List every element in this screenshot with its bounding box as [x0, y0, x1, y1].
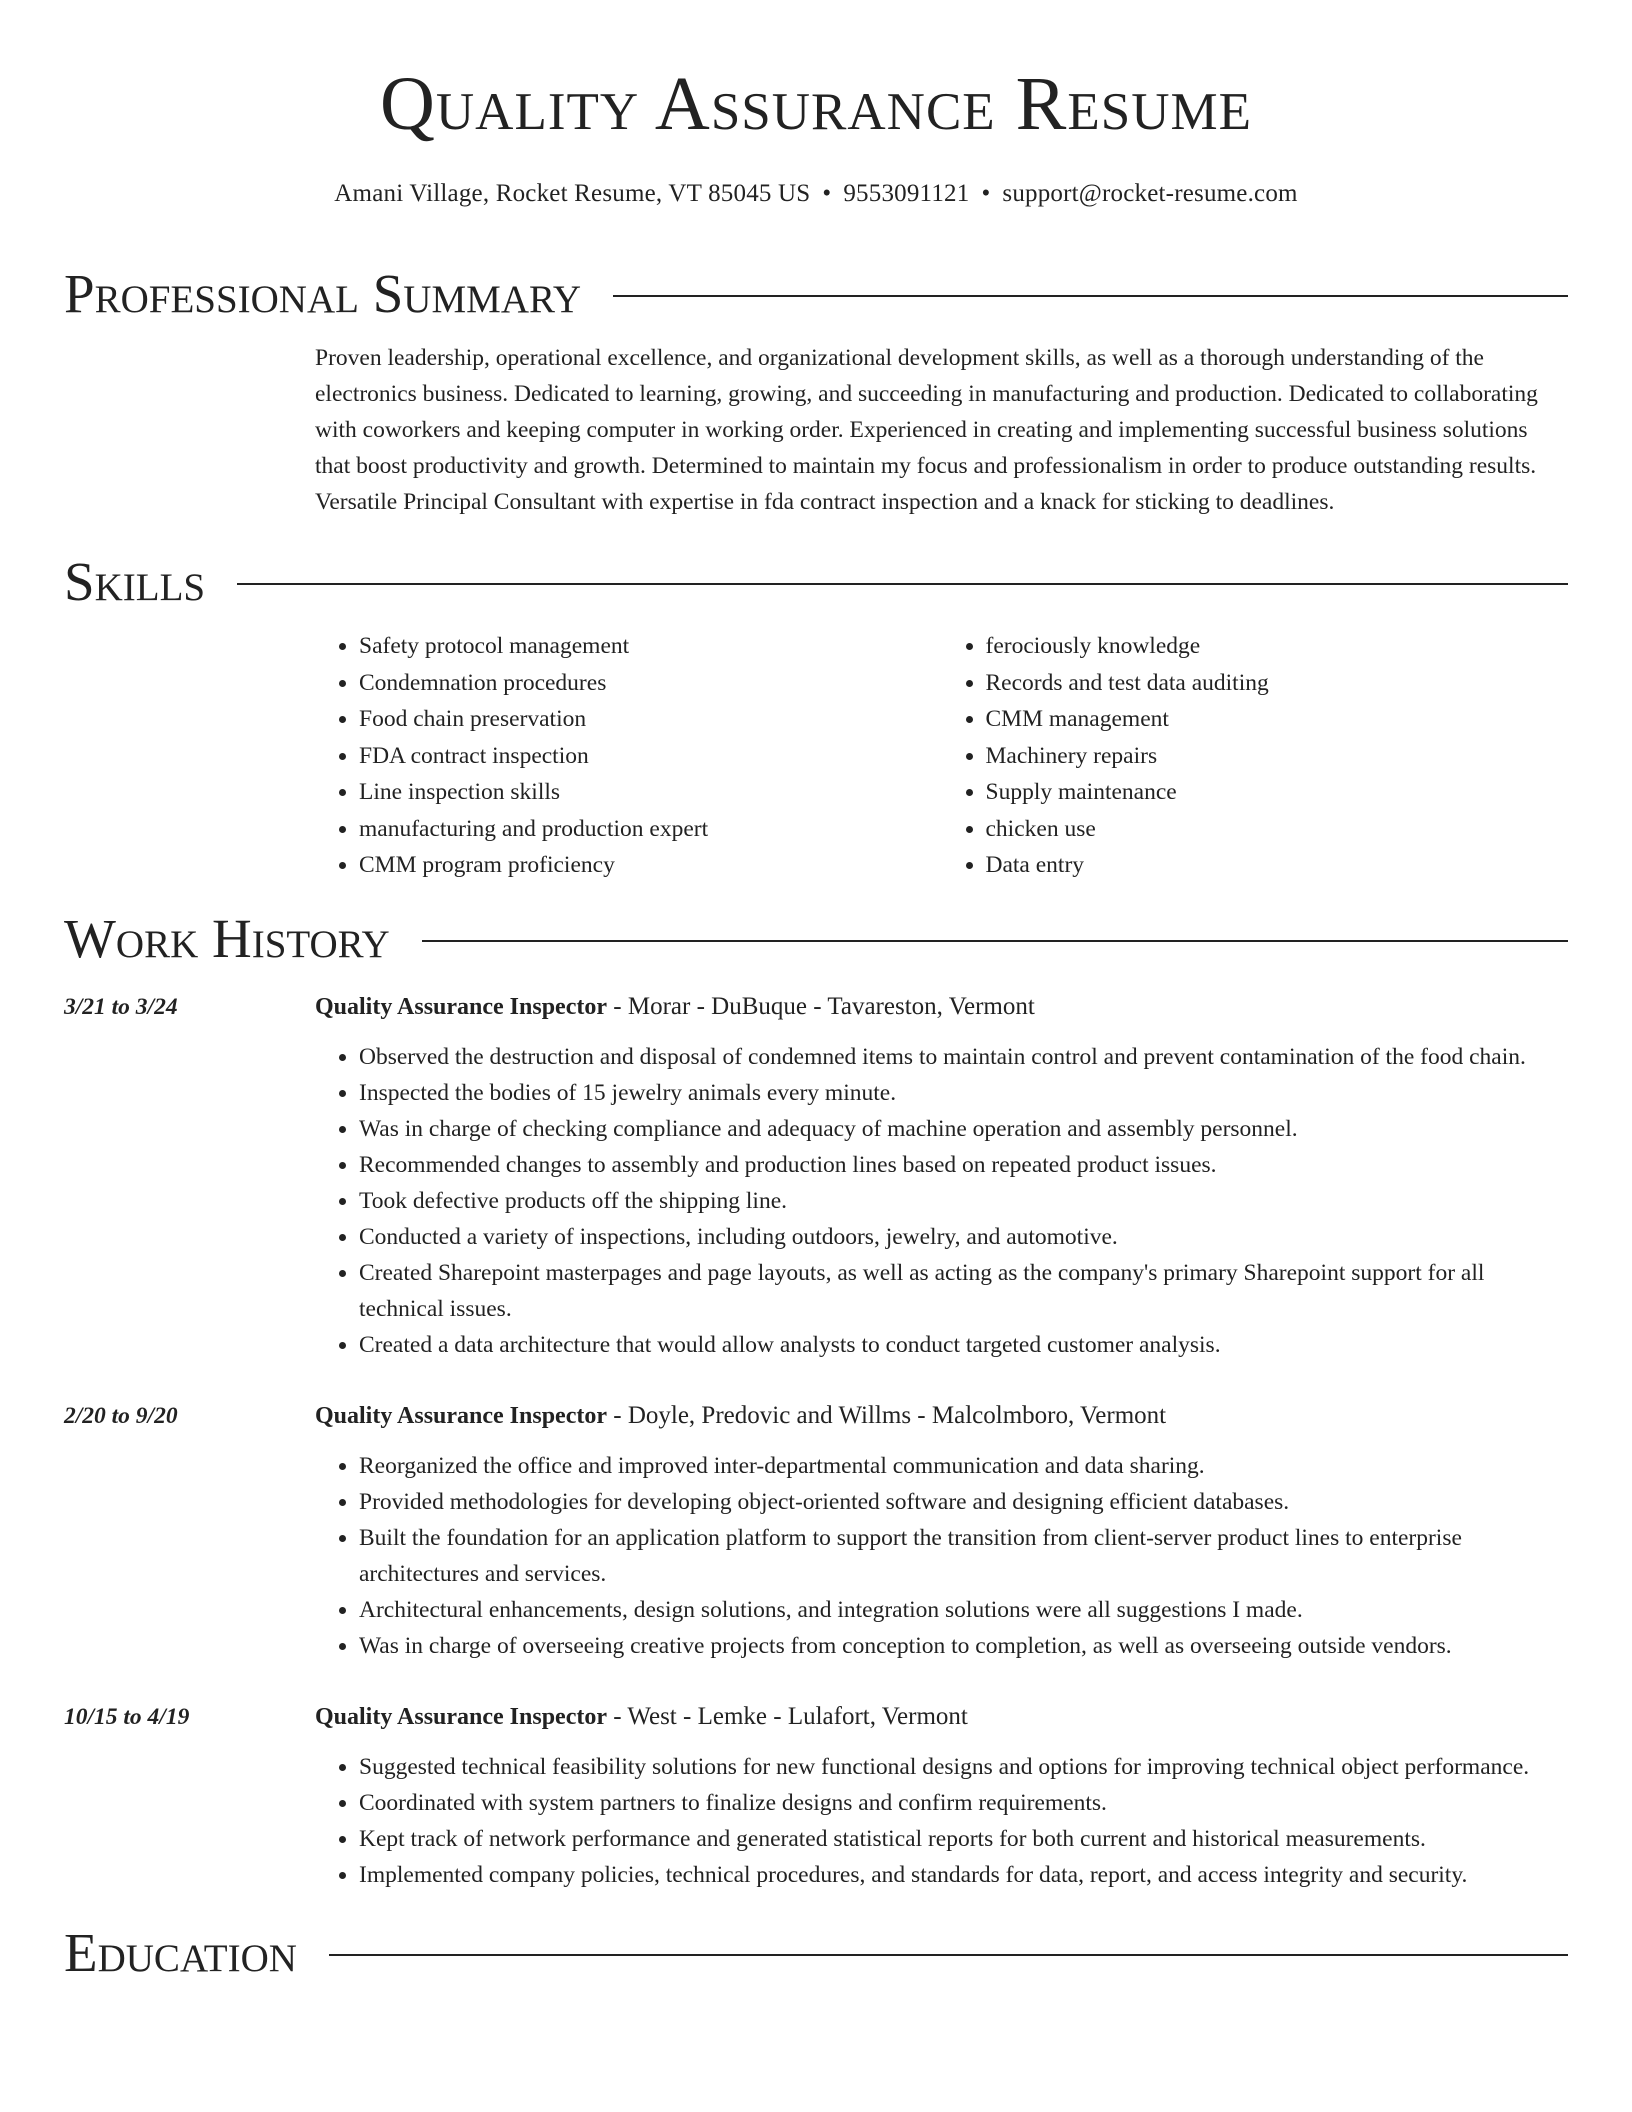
skill-item: • Safety protocol management	[359, 628, 942, 665]
job-bullets	[315, 1448, 1568, 1664]
job-entry	[64, 1398, 1568, 1664]
resume-page	[64, 0, 1568, 1986]
summary-heading: Professional Summary	[64, 263, 582, 324]
skill-item: • Condemnation procedures	[359, 665, 942, 702]
summary-text: Proven leadership, operational excellence, and organizational development skills, as well as a thorough understanding of the electronics business. Dedicated to learning, growing, and succeeding in manufacturing and production. Dedicated to collaborating with coworkers and keeping computer in working order. Experienced in creating and implementing successful business solutions that boost productivity and growth. Determined to maintain my focus and professionalism in order to produce outstanding results. Versatile Principal Consultant with expertise in fda contract inspection and a knack for sticking to deadlines.	[315, 345, 1538, 515]
section-divider	[613, 295, 1568, 297]
job-title: Quality Assurance Inspector	[315, 1402, 608, 1429]
job-bullet: • Implemented company policies, technical procedures, and standards for data, report, and access integrity and security.	[359, 1857, 1568, 1893]
job-company: - Morar - DuBuque - Tavareston, Vermont	[607, 992, 1035, 1020]
job-entry	[64, 1699, 1568, 1893]
work-heading: Work History	[64, 907, 390, 969]
job-bullet: • Reorganized the office and improved inter-departmental communication and data sharing.	[359, 1448, 1568, 1484]
job-bullet: • Created a data architecture that would allow analysts to conduct targeted customer analysis.	[359, 1327, 1568, 1363]
skill-item: • manufacturing and production expert	[359, 811, 942, 848]
job-bullet: • Was in charge of overseeing creative projects from conception to completion, as well as overseeing outside vendors.	[359, 1628, 1568, 1664]
job-heading	[315, 1699, 1568, 1735]
job-bullet: • Architectural enhancements, design solutions, and integration solutions were all suggestions I made.	[359, 1592, 1568, 1628]
skill-item: • ferociously knowledge	[986, 628, 1569, 665]
job-heading	[315, 1398, 1568, 1434]
skill-item: • Records and test data auditing	[986, 665, 1569, 702]
contact-separator: •	[981, 180, 991, 207]
job-bullet: • Built the foundation for an application platform to support the transition from client-server product lines to enterprise architectures and services.	[359, 1520, 1568, 1592]
job-company: - West - Lemke - Lulafort, Vermont	[607, 1702, 968, 1730]
job-bullet: • Coordinated with system partners to finalize designs and confirm requirements.	[359, 1785, 1568, 1821]
section-divider	[422, 940, 1568, 942]
skill-item: • chicken use	[986, 811, 1569, 848]
skills-column-right	[942, 628, 1569, 884]
contact-email: support@rocket-resume.com	[1002, 180, 1298, 207]
skill-item: • Data entry	[986, 847, 1569, 884]
skills-section-header	[64, 549, 1568, 615]
job-title: Quality Assurance Inspector	[315, 993, 608, 1020]
job-bullets	[315, 1039, 1568, 1363]
skills-list	[315, 628, 1568, 884]
job-entry	[64, 989, 1568, 1363]
job-bullet: • Conducted a variety of inspections, including outdoors, jewelry, and automotive.	[359, 1219, 1568, 1255]
summary-section-header	[64, 261, 1568, 327]
job-bullet: • Observed the destruction and disposal of condemned items to maintain control and prevent contamination of the food chain.	[359, 1039, 1568, 1075]
job-bullet: • Recommended changes to assembly and production lines based on repeated product issues.	[359, 1147, 1568, 1183]
education-section-header	[64, 1920, 1568, 1986]
education-heading: Education	[64, 1921, 297, 1983]
skill-item: • CMM management	[986, 701, 1569, 738]
skills-column-left	[315, 628, 942, 884]
skill-item: • Supply maintenance	[986, 774, 1569, 811]
job-heading	[315, 989, 1568, 1025]
skill-item: • Line inspection skills	[359, 774, 942, 811]
contact-separator: •	[822, 180, 832, 207]
job-bullet: • Was in charge of checking compliance and adequacy of machine operation and assembly personnel.	[359, 1111, 1568, 1147]
job-dates: 2/20 to 9/20	[64, 1402, 178, 1429]
job-dates: 10/15 to 4/19	[64, 1703, 190, 1730]
skill-item: • FDA contract inspection	[359, 738, 942, 775]
work-section-header	[64, 906, 1568, 972]
job-bullet: • Provided methodologies for developing object-oriented software and designing efficient databases.	[359, 1484, 1568, 1520]
contact-line	[64, 177, 1568, 211]
resume-title: Quality Assurance Resume	[380, 62, 1252, 146]
section-divider	[237, 583, 1568, 585]
contact-phone: 9553091121	[843, 180, 970, 207]
skill-item: • CMM program proficiency	[359, 847, 942, 884]
skills-heading: Skills	[64, 551, 206, 612]
section-divider	[329, 1954, 1568, 1956]
job-bullet: • Took defective products off the shipping line.	[359, 1183, 1568, 1219]
job-title: Quality Assurance Inspector	[315, 1703, 608, 1730]
job-bullet: • Kept track of network performance and generated statistical reports for both current and historical measurements.	[359, 1821, 1568, 1857]
job-dates: 3/21 to 3/24	[64, 993, 178, 1020]
contact-address: Amani Village, Rocket Resume, VT 85045 US	[334, 180, 811, 207]
job-company: - Doyle, Predovic and Willms - Malcolmboro, Vermont	[607, 1401, 1167, 1429]
skill-item: • Food chain preservation	[359, 701, 942, 738]
job-bullet: • Created Sharepoint masterpages and page layouts, as well as acting as the company's primary Sharepoint support for all technical issues.	[359, 1255, 1568, 1327]
job-bullets	[315, 1749, 1568, 1893]
job-bullet: • Suggested technical feasibility solutions for new functional designs and options for improving technical object performance.	[359, 1749, 1568, 1785]
skill-item: • Machinery repairs	[986, 738, 1569, 775]
job-bullet: • Inspected the bodies of 15 jewelry animals every minute.	[359, 1075, 1568, 1111]
